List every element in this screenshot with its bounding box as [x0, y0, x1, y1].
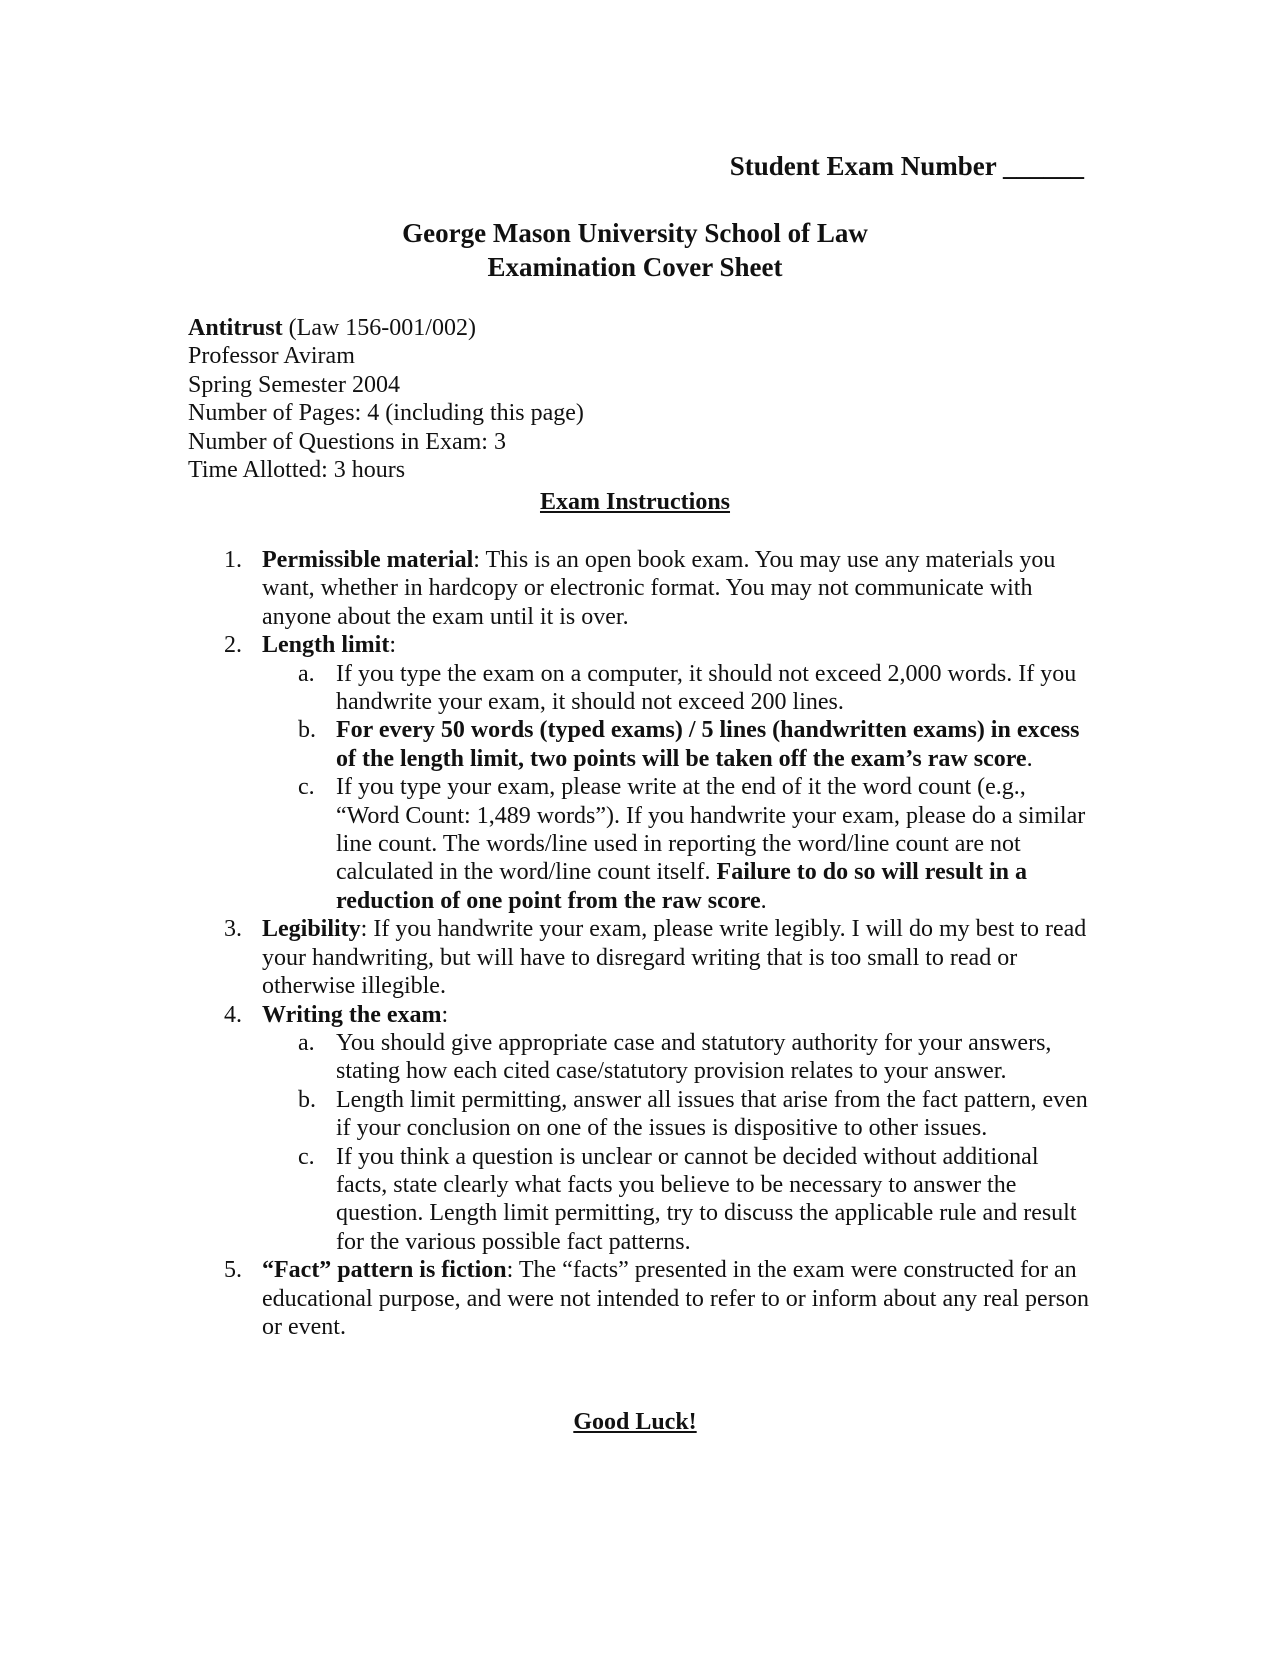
sub-letter: b.: [298, 717, 316, 744]
item-text: : This is an open book exam. You may use any materials you want, whether in hardcopy or electronic format. You may not communicate with anyone about the exam until it is over.: [262, 547, 1056, 630]
item-text: :: [389, 632, 397, 659]
item-number: 2.: [224, 632, 242, 659]
course-code: (Law 156-001/002): [282, 315, 476, 341]
sub-text: Length limit permitting, answer all issues that arise from the fact pattern, even if your conclusion on one of the issues is dispositive to other issues.: [336, 1086, 1088, 1142]
item-text: : If you handwrite your exam, please write legibly. I will do my best to read your handwriting, but will have to disregard writing that is too small to read or otherwise illegible.: [262, 916, 1087, 1000]
sub-bold-text: For every 50 words (typed exams) / 5 lines (handwritten exams) in excess of the length limit, two points will be taken off the exam’s raw score: [336, 717, 1080, 772]
item-number: 5.: [224, 1257, 242, 1284]
item-text: : The “facts” presented in the exam were constructed for an educational purpose, and were not intended to refer to or inform about any real person or event.: [262, 1257, 1090, 1340]
sub-text: If you think a question is unclear or cannot be decided without additional facts, state clearly what facts you believe to be necessary to answer the question. Length limit permitting, try to discuss the applicable rule and result for the various possible fact patterns.: [336, 1143, 1077, 1255]
instruction-item: [188, 1256, 1093, 1341]
sub-text: If you type your exam, please write at the end of it the word count (e.g., “Word Count: 1,489 words”). If you handwrite your exam, please do a similar line count. The words/line used in reporting the word/line count are not calculated in the word/line count itself.: [336, 774, 1086, 886]
sub-letter: a.: [298, 660, 315, 687]
time-allotted: Time Allotted: 3 hours: [188, 457, 406, 484]
item-label: Permissible material: [262, 547, 474, 573]
sub-letter: b.: [298, 1086, 316, 1113]
question-count: Number of Questions in Exam: 3: [188, 428, 506, 455]
item-number: 3.: [224, 916, 242, 943]
item-number: 4.: [224, 1001, 242, 1028]
sub-text: If you type the exam on a computer, it should not exceed 2,000 words. If you handwrite your exam, it should not exceed 200 lines.: [336, 660, 1077, 716]
course-info: [188, 314, 1088, 484]
instruction-item: [188, 915, 1093, 1000]
professor: Professor Aviram: [188, 343, 355, 370]
sub-item: [262, 660, 1093, 717]
sub-item: [262, 1086, 1093, 1143]
instruction-item: [188, 1001, 1093, 1257]
item-label: “Fact” pattern is fiction: [262, 1257, 507, 1284]
document-header: [0, 216, 1270, 284]
instructions-list: [188, 546, 1093, 1341]
instruction-item: [188, 546, 1093, 631]
sub-tail: .: [760, 887, 767, 914]
sub-item: [262, 1143, 1093, 1257]
sub-text: You should give appropriate case and statutory authority for your answers, stating how each cited case/statutory provision relates to your answer.: [336, 1029, 1052, 1085]
course-name: Antitrust: [188, 315, 283, 341]
sub-tail: .: [1026, 745, 1033, 772]
instructions-title: Exam Instructions: [539, 489, 731, 515]
course-line: [188, 314, 1088, 342]
item-label: Length limit: [262, 632, 390, 659]
sub-letter: a.: [298, 1029, 315, 1056]
school-name: George Mason University School of Law: [402, 218, 868, 248]
page-count: Number of Pages: 4 (including this page): [188, 400, 584, 427]
sub-item: [262, 1029, 1093, 1086]
sheet-title: Examination Cover Sheet: [487, 252, 783, 282]
good-luck-message: Good Luck!: [573, 1409, 697, 1435]
semester: Spring Semester 2004: [188, 371, 400, 398]
item-number: 1.: [224, 547, 242, 573]
item-label: Legibility: [262, 916, 361, 943]
sub-letter: c.: [298, 1143, 315, 1170]
sub-bold-text: Failure to do so will result in a reduction of one point from the raw score: [336, 859, 1028, 914]
sub-letter: c.: [298, 774, 315, 801]
student-exam-number-label: Student Exam Number ______: [729, 151, 1084, 181]
instruction-item: [188, 631, 1093, 915]
sub-item: [262, 773, 1093, 915]
item-label: Writing the exam: [262, 1001, 442, 1028]
sub-item: [262, 716, 1093, 773]
item-text: :: [441, 1001, 449, 1028]
